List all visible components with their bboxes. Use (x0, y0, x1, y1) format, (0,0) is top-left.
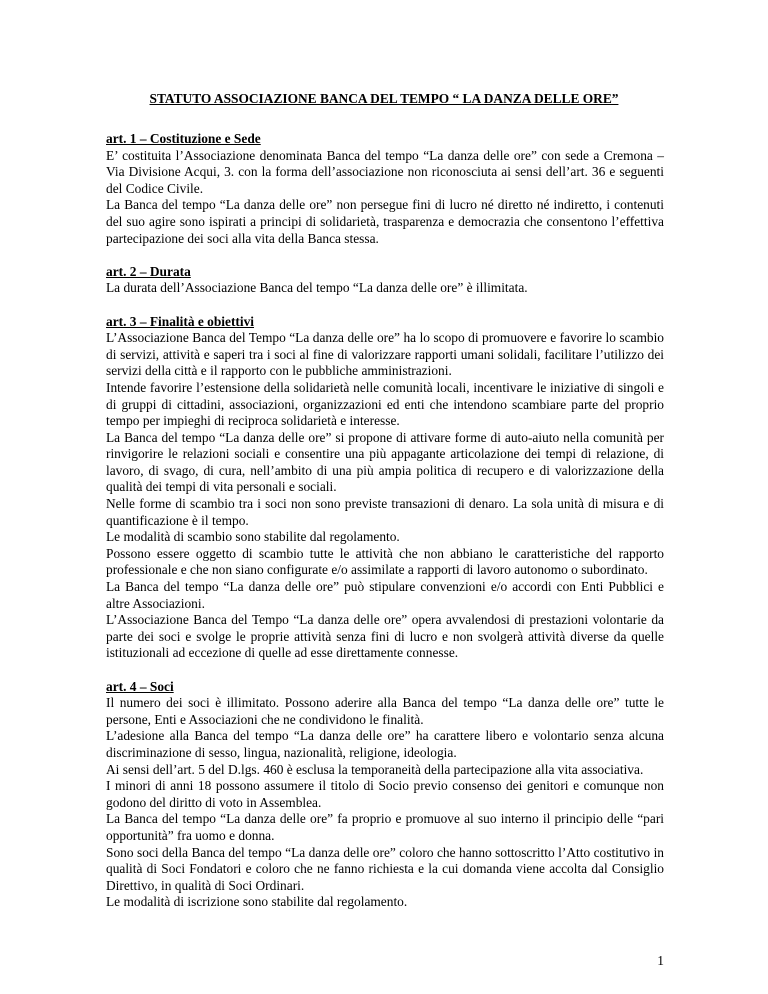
section-heading: art. 1 – Costituzione e Sede (106, 131, 261, 146)
paragraph: Intende favorire l’estensione della solidarietà nelle comunità locali, incentivare le iniziative di singoli e di gruppi di cittadini, associazioni, organizzazioni ed enti che intendono scambiare parte del proprio tempo per impieghi di reciproca solidarietà e interesse. (106, 379, 664, 429)
paragraph: I minori di anni 18 possono assumere il titolo di Socio previo consenso dei genitori e comunque non godono del diritto di voto in Assemblea. (106, 778, 664, 810)
section-art-2 (106, 264, 664, 297)
paragraph: La durata dell’Associazione Banca del tempo “La danza delle ore” è illimitata. (106, 280, 528, 296)
section-heading: art. 4 – Soci (106, 678, 174, 694)
paragraph: Le modalità di scambio sono stabilite dal regolamento. (106, 529, 400, 545)
paragraph: Le modalità di iscrizione sono stabilite dal regolamento. (106, 894, 408, 910)
paragraph: L’adesione alla Banca del tempo “La danza delle ore” ha carattere libero e volontario senza alcuna discriminazione di sesso, lingua, nazionalità, religione, ideologia. (106, 728, 664, 760)
page-number: 1 (657, 953, 664, 968)
section-art-4 (106, 679, 664, 911)
section-art-1 (106, 131, 664, 247)
section-heading: art. 2 – Durata (106, 263, 191, 279)
paragraph: La Banca del tempo “La danza delle ore” si propone di attivare forme di auto-aiuto nella comunità per rinvigorire le relazioni sociali e consentire una più appagante articolazione dei tempi di relazione, di lavoro, di svago, di cura, nell’ambito di una più ampia politica di recupero e di valorizzazione della qualità dei tempi di vita personali e sociali. (106, 429, 664, 495)
paragraph: Il numero dei soci è illimitato. Possono aderire alla Banca del tempo “La danza delle ore” tutte le persone, Enti e Associazioni che ne condividono le finalità. (106, 695, 664, 727)
paragraph: La Banca del tempo “La danza delle ore” non persegue fini di lucro né diretto né indiretto, i contenuti del suo agire sono ispirati a principi di solidarietà, trasparenza e democrazia che consentono l’effettiva partecipazione dei soci alla vita della Banca stessa. (106, 197, 664, 246)
paragraph: Possono essere oggetto di scambio tutte le attività che non abbiano le caratteristiche del rapporto professionale e che non siano configurate e/o assimilate a rapporti di lavoro autonomo o subordinato. (106, 545, 664, 578)
paragraph: Sono soci della Banca del tempo “La danza delle ore” coloro che hanno sottoscritto l’Atto costitutivo in qualità di Soci Fondatori e coloro che ne fanno richiesta e la cui domanda viene accolta dal Consiglio Direttivo, in qualità di Soci Ordinari. (106, 844, 664, 893)
section-art-3 (106, 314, 664, 662)
paragraph: La Banca del tempo “La danza delle ore” può stipulare convenzioni e/o accordi con Enti Pubblici e altre Associazioni. (106, 579, 664, 611)
paragraph: L’Associazione Banca del Tempo “La danza delle ore” ha lo scopo di promuovere e favorire lo scambio di servizi, attività e saperi tra i soci al fine di valorizzare rapporti umani solidali, facilitare l’utilizzo dei servizi della città e il rapporto con le pubbliche amministrazioni. (106, 330, 664, 379)
paragraph: Ai sensi dell’art. 5 del D.lgs. 460 è esclusa la temporaneità della partecipazione alla vita associativa. (106, 761, 644, 777)
document-body (106, 131, 664, 928)
paragraph: E’ costituita l’Associazione denominata Banca del tempo “La danza delle ore” con sede a Cremona – Via Divisione Acqui, 3. con la forma dell’associazione non riconosciuta ai sensi dell’art. 36 e seguenti del Codice Civile. (106, 147, 664, 196)
paragraph: L’Associazione Banca del Tempo “La danza delle ore” opera avvalendosi di prestazioni volontarie da parte dei soci e svolge le proprie attività senza fini di lucro e non svolgerà attività diverse da quelle istituzionali ad eccezione di quelle ad esse direttamente connesse. (106, 612, 664, 661)
section-heading: art. 3 – Finalità e obiettivi (106, 313, 255, 329)
paragraph: Nelle forme di scambio tra i soci non sono previste transazioni di denaro. La sola unità di misura e di quantificazione è il tempo. (106, 496, 664, 528)
paragraph: La Banca del tempo “La danza delle ore” fa proprio e promuove al suo interno il principio delle “pari opportunità” fra uomo e donna. (106, 811, 664, 843)
document-title: STATUTO ASSOCIAZIONE BANCA DEL TEMPO “ LA DANZA DELLE ORE” (149, 91, 619, 106)
